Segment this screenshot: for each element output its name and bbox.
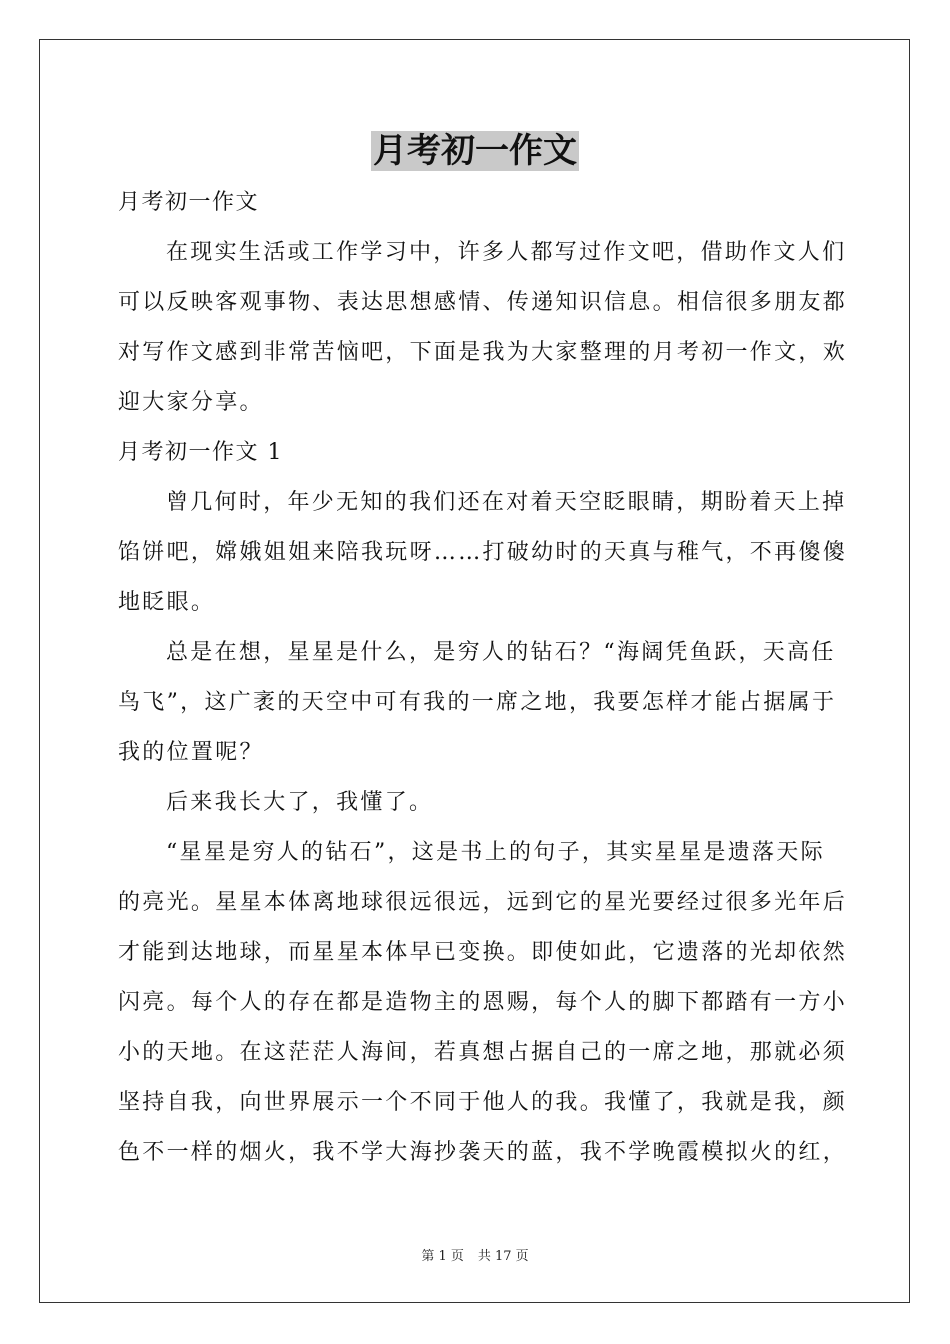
section-heading: 月考初一作文 1 <box>118 440 283 465</box>
body-line: 鸟飞”，这广袤的天空中可有我的一席之地，我要怎样才能占据属于 <box>118 690 837 715</box>
body-line: 地眨眼。 <box>118 590 216 615</box>
page-footer <box>0 1247 950 1267</box>
page-total: 共 17 页 <box>477 1249 529 1264</box>
body-line: “星星是穷人的钻石”，这是书上的句子，其实星星是遗落天际 <box>166 840 825 865</box>
body-line: 馅饼吧，嫦娥姐姐来陪我玩呀……打破幼时的天真与稚气，不再傻傻 <box>118 540 848 565</box>
document-title-text: 月考初一作文 <box>373 131 577 171</box>
body-line: 闪亮。每个人的存在都是造物主的恩赐，每个人的脚下都踏有一方小 <box>118 990 848 1015</box>
body-line: 后来我长大了，我懂了。 <box>166 790 434 815</box>
body-line: 的亮光。星星本体离地球很远很远，远到它的星光要经过很多光年后 <box>118 890 848 915</box>
body-line: 色不一样的烟火，我不学大海抄袭天的蓝，我不学晚霞模拟火的红， <box>118 1140 848 1165</box>
body-line: 坚持自我，向世界展示一个不同于他人的我。我懂了，我就是我，颜 <box>118 1090 848 1115</box>
body-line: 对写作文感到非常苦恼吧，下面是我为大家整理的月考初一作文，欢 <box>118 340 848 365</box>
document-body <box>118 178 848 1178</box>
section-heading: 月考初一作文 <box>118 190 260 215</box>
body-line: 曾几何时，年少无知的我们还在对着天空眨眼睛，期盼着天上掉 <box>166 490 847 515</box>
body-line: 才能到达地球，而星星本体早已变换。即使如此，它遗落的光却依然 <box>118 940 848 965</box>
body-line: 总是在想，星星是什么，是穷人的钻石？“海阔凭鱼跃，天高任 <box>166 640 836 665</box>
body-line: 可以反映客观事物、表达思想感情、传递知识信息。相信很多朋友都 <box>118 290 848 315</box>
body-line: 迎大家分享。 <box>118 390 264 415</box>
body-line: 在现实生活或工作学习中，许多人都写过作文吧，借助作文人们 <box>166 240 847 265</box>
document-title <box>0 127 950 175</box>
page-number: 第 1 页 <box>421 1249 464 1264</box>
body-line: 我的位置呢？ <box>118 740 264 765</box>
body-line: 小的天地。在这茫茫人海间，若真想占据自己的一席之地，那就必须 <box>118 1040 848 1065</box>
